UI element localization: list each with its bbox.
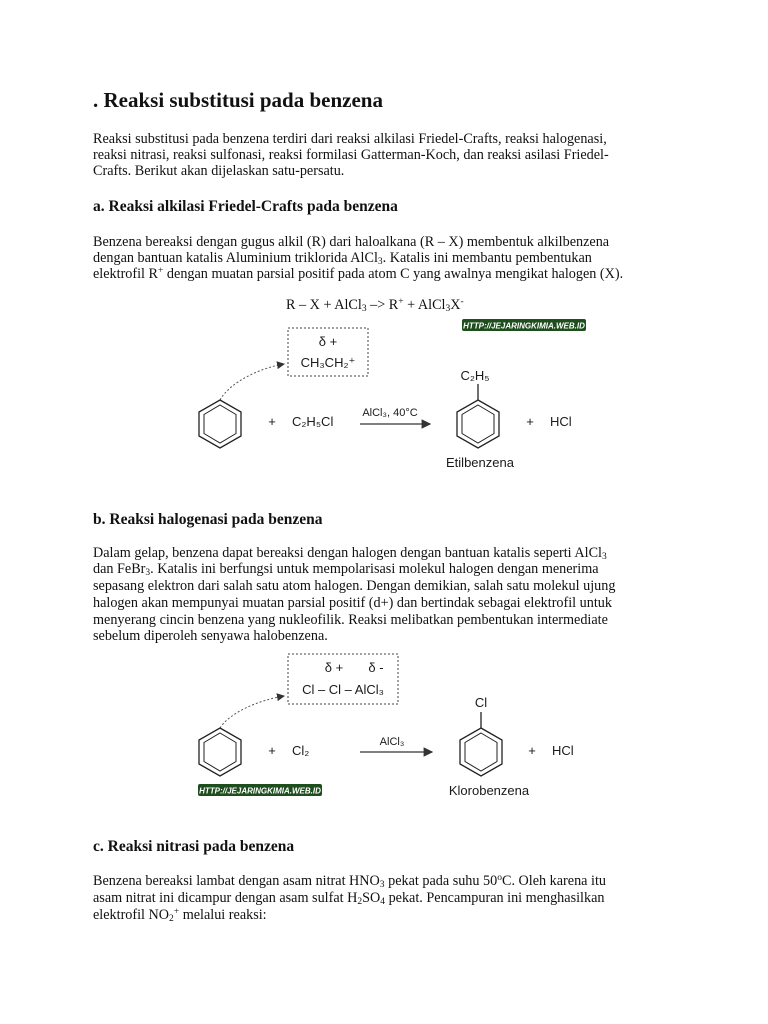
substituent-label: Cl [474,695,488,710]
svg-text:HTTP://JEJARINGKIMIA.WEB.ID: HTTP://JEJARINGKIMIA.WEB.ID [199,786,321,796]
benzene-ring [199,728,241,776]
catalyst-label: AlCl₃ [379,736,405,748]
delta-plus-label: δ + [324,660,344,675]
benzene-ring [199,400,241,448]
intermediate-label: Cl – Cl – AlCl₃ [302,682,384,697]
delta-label: δ + [318,334,338,349]
intermediate-label: CH₃CH₂⁺ [300,355,356,370]
alkylation-diagram [180,316,600,476]
section-b-line-4: halogen akan mempunyai muatan parsial positif (d+) dan bertindak sebagai elektrofil untuk [93,595,612,611]
substituent-label: C₂H₅ [460,368,490,383]
halogenation-diagram [180,650,600,802]
section-b-line-1: Dalam gelap, benzena dapat bereaksi dengan halogen dengan bantuan katalis seperti AlCl$_3$ [93,545,607,562]
section-a-line-1: Benzena bereaksi dengan gugus alkil (R) dari haloalkana (R – X) membentuk alkilbenzena [93,234,610,250]
delta-minus-label: δ - [368,660,384,675]
byproduct-label: HCl [550,414,572,429]
plus-sign-2: + [526,414,534,429]
ethylbenzene-ring [457,400,499,448]
catalyst-label: AlCl₃, 40°C [362,407,418,419]
alkylation-equation: R – X + AlCl$_3$ –> R+ + AlCl$_3$X- [286,297,464,314]
plus-sign-2: + [528,743,536,758]
curved-arrow [220,696,284,728]
product-label: Etilbenzena [446,455,514,470]
intro-line-1: Reaksi substitusi pada benzena terdiri dari reaksi alkilasi Friedel-Crafts, reaksi halogenasi, [93,131,607,147]
section-a-line-3: elektrofil R+ dengan muatan parsial positif pada atom C yang awalnya mengikat halogen (X). [93,266,624,282]
curved-arrow [220,364,284,400]
intro-line-3: Crafts. Berikut akan dijelaskan satu-persatu. [93,163,345,179]
section-b-line-3: sepasang elektron dari salah satu atom halogen. Dengan demikian, salah satu molekul ujung [93,578,616,594]
section-b-line-2: dan FeBr$_3$. Katalis ini berfungsi untuk mempolarisasi molekul halogen dengan menerima [93,561,599,578]
svg-text:HTTP://JEJARINGKIMIA.WEB.ID: HTTP://JEJARINGKIMIA.WEB.ID [463,321,585,331]
reagent-label: Cl₂ [292,743,310,758]
product-label: Klorobenzena [448,783,530,798]
watermark-label [198,784,322,796]
section-b-heading: b. Reaksi halogenasi pada benzena [93,511,323,528]
section-c-heading: c. Reaksi nitrasi pada benzena [93,838,295,855]
watermark-label [462,319,586,331]
section-c-line-1: Benzena bereaksi lambat dengan asam nitrat $HNO_3$ pekat pada suhu 50$^o$C. Oleh karena itu [93,873,606,890]
section-a-heading: a. Reaksi alkilasi Friedel-Crafts pada benzena [93,198,398,215]
page-title: . Reaksi substitusi pada benzena [93,88,383,112]
section-b-line-6: sebelum diperoleh senyawa halobenzena. [93,628,328,644]
section-b-line-5: menyerang cincin benzena yang nukleofilik. Reaksi melibatkan pembentukan intermediate [93,612,608,628]
section-c-line-2: asam nitrat ini dicampur dengan asam sulfat $H_2SO_4$ pekat. Pencampuran ini menghasilkan [93,890,605,907]
chlorobenzene-ring [460,728,502,776]
byproduct-label: HCl [552,743,574,758]
section-a-line-2: dengan bantuan katalis Aluminium triklorida AlCl$_3$. Katalis ini membantu pembentukan [93,250,592,267]
reagent-label: C₂H₅Cl [292,414,334,429]
plus-sign: + [268,414,276,429]
plus-sign: + [268,743,276,758]
intro-line-2: reaksi nitrasi, reaksi sulfonasi, reaksi formilasi Gatterman-Koch, dan reaksi asilasi Friedel- [93,147,609,163]
section-c-line-3: elektrofil $NO_2^+$ melalui reaksi: [93,907,267,924]
